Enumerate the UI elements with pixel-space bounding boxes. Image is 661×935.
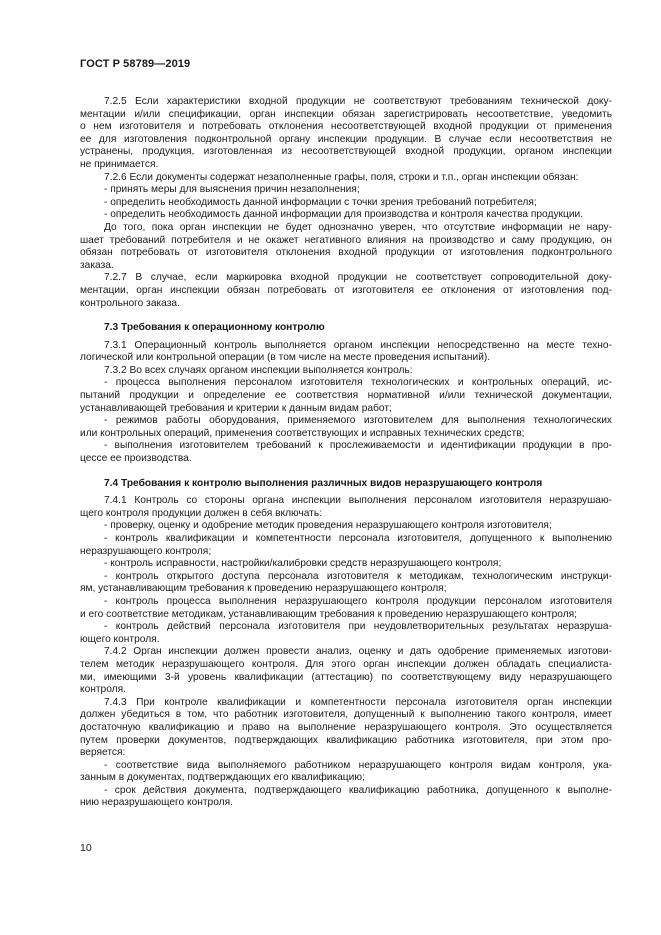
- text-line: шает требований потребителя и не окажет негативного влияния на производство и саму продукцию, он: [80, 234, 612, 246]
- text-line: цессе ее производства.: [80, 453, 192, 465]
- text-line: - контроль квалификации и компетентности персонала изготовителя, допущенного к выполнению: [104, 533, 612, 544]
- section-heading: 7.3 Требования к операционному контролю: [104, 322, 325, 334]
- paragraph: [80, 596, 612, 621]
- paragraph: [80, 621, 612, 646]
- text-line: - контроль исправности, настройки/калибровки средств неразрушающего контроля;: [104, 558, 502, 570]
- text-line: устранены, продукция, изготовленная из несоответствующей входной продукции, органом инспекции: [80, 146, 612, 158]
- text-line: 7.2.5 Если характеристики входной продукции не соответствуют требованиям технической доку-: [104, 96, 612, 107]
- text-line: 7.4.2 Орган инспекции должен провести анализ, оценку и дать одобрение применяемых изготови-: [104, 646, 612, 658]
- text-line: ми, имеющими 3-й уровень квалификации (аттестацию) по соответствующему виду неразрушающего: [80, 671, 612, 683]
- paragraph: [80, 415, 612, 440]
- text-line: не принимается.: [80, 158, 159, 170]
- paragraph: [80, 172, 612, 185]
- text-line: До того, пока орган инспекции не будет однозначно уверен, что отсутствие информации не нару-: [104, 221, 612, 233]
- document-header: ГОСТ Р 58789—2019: [80, 58, 191, 70]
- text-line: ментации, орган инспекции обязан потребовать от изготовителя ее отклонения от изготовления под-: [80, 284, 612, 296]
- text-line: о нем изготовителя и потребовать отклонения несоответствующей входной продукции от применения: [80, 121, 612, 133]
- text-line: достаточную квалификацию и право на выполнение неразрушающего контроля. Это осуществляется: [80, 721, 612, 733]
- paragraph: [80, 495, 612, 520]
- text-line: веряется:: [80, 747, 126, 759]
- text-line: - контроль процесса выполнения неразрушающего контроля продукции персоналом изготовителя: [104, 595, 612, 607]
- text-line: - определить необходимость данной информации для производства и контроля качества продукции.: [104, 209, 584, 221]
- paragraph: [80, 222, 612, 272]
- text-line: логической или контрольной операции (в том числе на месте проведения испытаний).: [80, 352, 491, 364]
- text-line: - срок действия документа, подтверждающего квалификацию работника, допущенного к выполне-: [104, 784, 612, 796]
- text-line: 7.4.1 Контроль со стороны органа инспекции выполнения персоналом изготовителя неразрушаю-: [104, 495, 612, 507]
- text-line: ее для изготовления подконтрольной органу инспекции продукции. В случае если несоответствия не: [80, 133, 612, 145]
- text-line: 7.2.6 Если документы содержат незаполненные графы, поля, строки и т.п., орган инспекции обязан:: [104, 171, 579, 183]
- text-line: должен убедиться в том, что работник изготовителя, допущенный к выполнению такого контроля, имеет: [80, 709, 612, 721]
- paragraph: [80, 197, 612, 210]
- document-body: [80, 96, 612, 810]
- section-heading: 7.4 Требования к контролю выполнения различных видов неразрушающего контроля: [104, 477, 543, 489]
- text-line: ям, устанавливающим требования к проведению неразрушающего контроля;: [80, 583, 447, 595]
- text-line: - принять меры для выяснения причин незаполнения;: [104, 184, 360, 196]
- text-line: - контроль действий персонала изготовителя при неудовлетворительных результатах неразруша-: [104, 621, 612, 633]
- text-line: - процесса выполнения персоналом изготовителя технологических и контрольных операций, ис-: [104, 377, 612, 389]
- paragraph: [80, 440, 612, 465]
- text-line: телем методик неразрушающего контроля. Для этого орган инспекции должен обладать специалиста-: [80, 658, 612, 670]
- text-line: нию неразрушающего контроля.: [80, 797, 233, 809]
- text-line: щего контроля продукции должен в себя включать:: [80, 507, 323, 519]
- text-line: контрольного заказа.: [80, 297, 180, 309]
- text-line: ющего контроля.: [80, 633, 160, 645]
- paragraph: [80, 571, 612, 596]
- text-line: неразрушающего контроля;: [80, 545, 212, 557]
- text-line: - контроль открытого доступа персонала изготовителя к методикам, технологическим инструкци-: [104, 570, 612, 582]
- text-line: 7.3.1 Операционный контроль выполняется органом инспекции непосредственно на месте техно-: [104, 339, 612, 351]
- text-line: - определить необходимость данной информации с точки зрения требований потребителя;: [104, 196, 537, 208]
- text-line: обязан потребовать от изготовителя отклонения входной продукции от изготовления подконтрольного: [80, 247, 612, 259]
- paragraph: [80, 365, 612, 378]
- text-line: и его соответствие методикам, устанавливающим требования к проведению неразрушающего контроля;: [80, 608, 578, 620]
- text-line: пытаний продукции и определение ее соответствия нормативной и/или технической документации,: [80, 390, 612, 402]
- paragraph: [80, 209, 612, 222]
- text-line: заказа.: [80, 259, 114, 271]
- paragraph: [80, 272, 612, 310]
- text-line: 7.4.3 При контроле квалификации и компетентности персонала изготовителя орган инспекции: [104, 696, 612, 708]
- text-line: контроля.: [80, 684, 126, 696]
- text-line: занным в документах, подтверждающих его квалификацию;: [80, 772, 365, 784]
- text-line: - режимов работы оборудования, применяемого изготовителем для выполнения технологических: [104, 415, 612, 427]
- paragraph: [80, 558, 612, 571]
- text-line: или контрольных операций, применения соответствующих и исправных технических средств;: [80, 427, 525, 439]
- paragraph: [80, 377, 612, 415]
- paragraph: [80, 96, 612, 172]
- paragraph: [80, 520, 612, 533]
- paragraph: [80, 340, 612, 365]
- text-line: 7.2.7 В случае, если маркировка входной продукции не соответствует сопроводительной доку-: [104, 272, 612, 284]
- text-line: 7.3.2 Во всех случаях органом инспекции выполняется контроль:: [104, 364, 413, 376]
- text-line: - соответствие вида выполняемого работником неразрушающего контроля видам контроля, ука-: [104, 759, 612, 771]
- text-line: ментации и/или спецификации, орган инспекции обязан зарегистрировать несоответствие, уведомить: [80, 108, 612, 120]
- paragraph: [80, 697, 612, 760]
- paragraph: [80, 533, 612, 558]
- paragraph: [80, 785, 612, 810]
- paragraph: [80, 184, 612, 197]
- text-line: устанавливающей требования и критерии к данным видам работ;: [80, 402, 392, 414]
- text-line: путем проверки документов, подтверждающих квалификацию работника изготовителя, при этом про-: [80, 734, 612, 746]
- text-line: - выполнения изготовителем требований к прослеживаемости и идентификации продукции в про-: [104, 440, 612, 452]
- page-number: 10: [80, 842, 92, 854]
- paragraph: [80, 646, 612, 696]
- paragraph: [80, 760, 612, 785]
- text-line: - проверку, оценку и одобрение методик проведения неразрушающего контроля изготовителя;: [104, 520, 552, 532]
